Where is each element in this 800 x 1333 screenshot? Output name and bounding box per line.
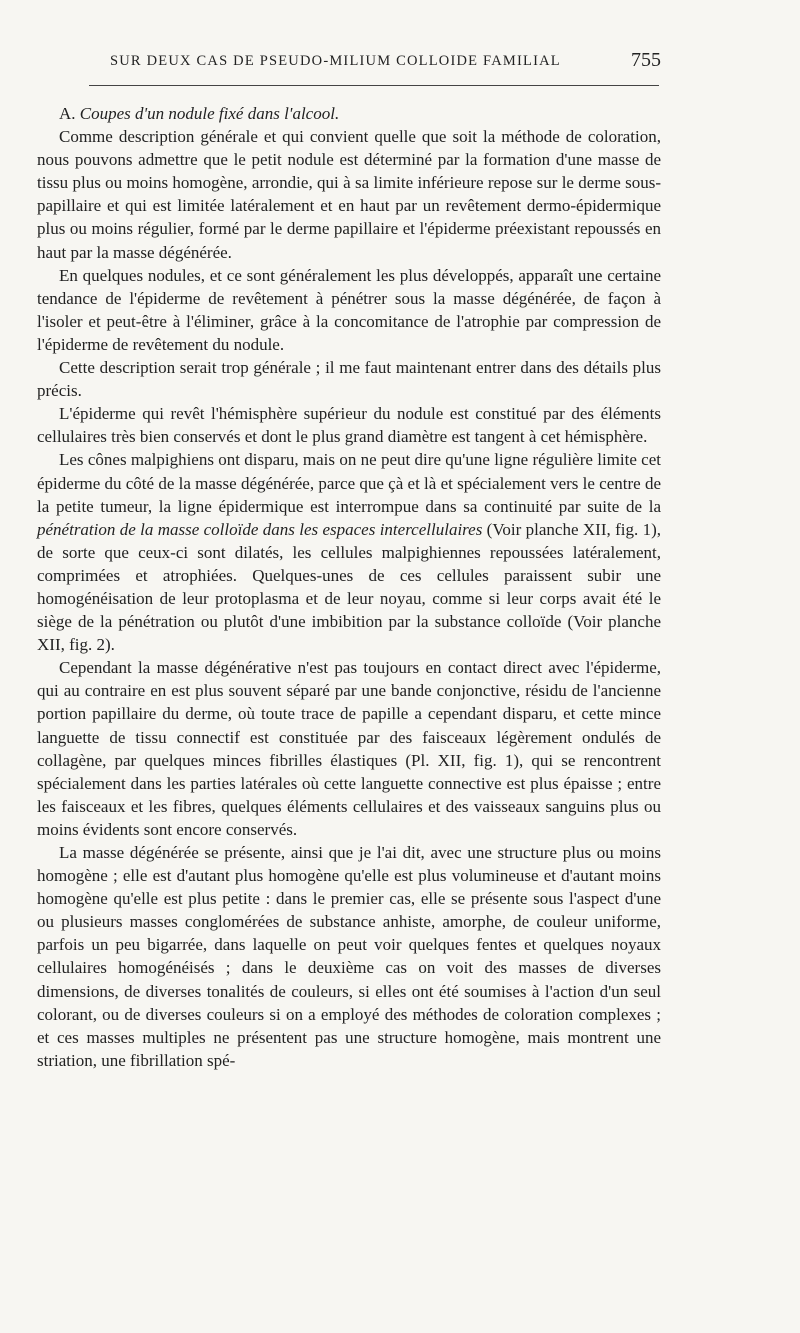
paragraph-6: Cependant la masse dégénérative n'est pas toujours en contact direct avec l'épiderme, qui au contraire en est plus souvent séparé par une bande conjonctive, résidu de l'ancienne portion papillaire du derme, où toute trace de papille a cependant disparu, et cette mince languette de tissu connectif est constituée par des faisceaux légèrement ondulés de collagène, par quelques minces fibrilles élastiques (Pl. XII, fig. 1), qui se rencontrent spécialement dans les parties latérales où cette languette connective est plus épaisse ; entre les faisceaux et les fibres, quelques éléments cellulaires et des vaisseaux sanguins plus ou moins évidents sont encore conservés. xyxy=(37,658,661,839)
paragraph-1: Comme description générale et qui convient quelle que soit la méthode de coloration, nous pouvons admettre que le petit nodule est déterminé par la formation d'une masse de tissu plus ou moins homogène, arrondie, qui à sa limite inférieure repose sur le derme sous-papillaire et qui est limitée latéralement et en haut par un revêtement dermo-épidermique plus ou moins régulier, formé par le derme papillaire et l'épiderme préexistant repoussés en haut par la masse dégénérée. xyxy=(37,127,661,262)
section-title: Coupes d'un nodule fixé dans l'alcool. xyxy=(79,104,340,123)
page-number: 755 xyxy=(631,49,661,71)
running-header xyxy=(37,40,661,76)
header-rule xyxy=(89,85,659,86)
paragraph-2: En quelques nodules, et ce sont généralement les plus développés, apparaît une certaine tendance de l'épiderme de revêtement à pénétrer sous la masse dégénérée, de façon à l'isoler et peut-être à l'éliminer, grâce à la concomitance de l'atrophie par compression de l'épiderme de revêtement du nodule. xyxy=(37,265,661,354)
paragraph-5-text-b: (Voir planche XII, fig. 1), de sorte que ceux-ci sont dilatés, les cellules malpighiennes repoussées latéralement, comprimées et atrophiées. Quelques-unes de ces cellules paraissent subir une homogénéisation de leur protoplasma et de leur noyau, comme si leur corps avait été le siège de la pénétration ou plutôt d'une imbibition par la substance colloïde (Voir planche XII, fig. 2). xyxy=(37,519,661,655)
paragraph-3: Cette description serait trop générale ; il me faut maintenant entrer dans des détails plus précis. xyxy=(37,358,661,401)
paragraph-7: La masse dégénérée se présente, ainsi que je l'ai dit, avec une structure plus ou moins homogène ; elle est d'autant plus homogène qu'elle est plus volumineuse et d'autant moins homogène qu'elle est plus petite : dans le premier cas, elle se présente sous l'aspect d'une ou plusieurs masses conglomérées de substance anhiste, amorphe, de couleur uniforme, parfois un peu bigarrée, dans laquelle on peut voir quelques fentes et quelques noyaux cellulaires homogénéisés ; dans le deuxième cas on voit des masses de diverses dimensions, de diverses tonalités de couleurs, si elles ont été soumises à l'action d'un seul colorant, ou de diverses couleurs si on a employé des méthodes de coloration complexes ; et ces masses multiples ne présentent pas une structure homogène, mais montrent une striation, une fibrillation spé- xyxy=(37,843,661,1070)
section-heading xyxy=(37,102,661,125)
section-label: A. xyxy=(59,104,76,123)
paragraph-5 xyxy=(37,448,661,656)
body-text xyxy=(37,102,661,1072)
paragraph-5-text-a: Les cônes malpighiens ont disparu, mais on ne peut dire qu'une ligne régulière limite cet épiderme du côté de la masse dégénérée, parce que çà et là et spécialement vers le centre de la petite tumeur, la ligne épidermique est interrompue dans sa continuité par suite de la xyxy=(37,450,661,516)
paragraph-4: L'épiderme qui revêt l'hémisphère supérieur du nodule est constitué par des éléments cellulaires très bien conservés et dont le plus grand diamètre est tangent à cet hémisphère. xyxy=(37,404,661,447)
running-title: SUR DEUX CAS DE PSEUDO-MILIUM COLLOIDE FAMILIAL xyxy=(110,53,561,69)
document-page xyxy=(37,40,661,1072)
paragraph-5-italic: pénétration de la masse colloïde dans les espaces intercellulaires xyxy=(37,519,483,539)
